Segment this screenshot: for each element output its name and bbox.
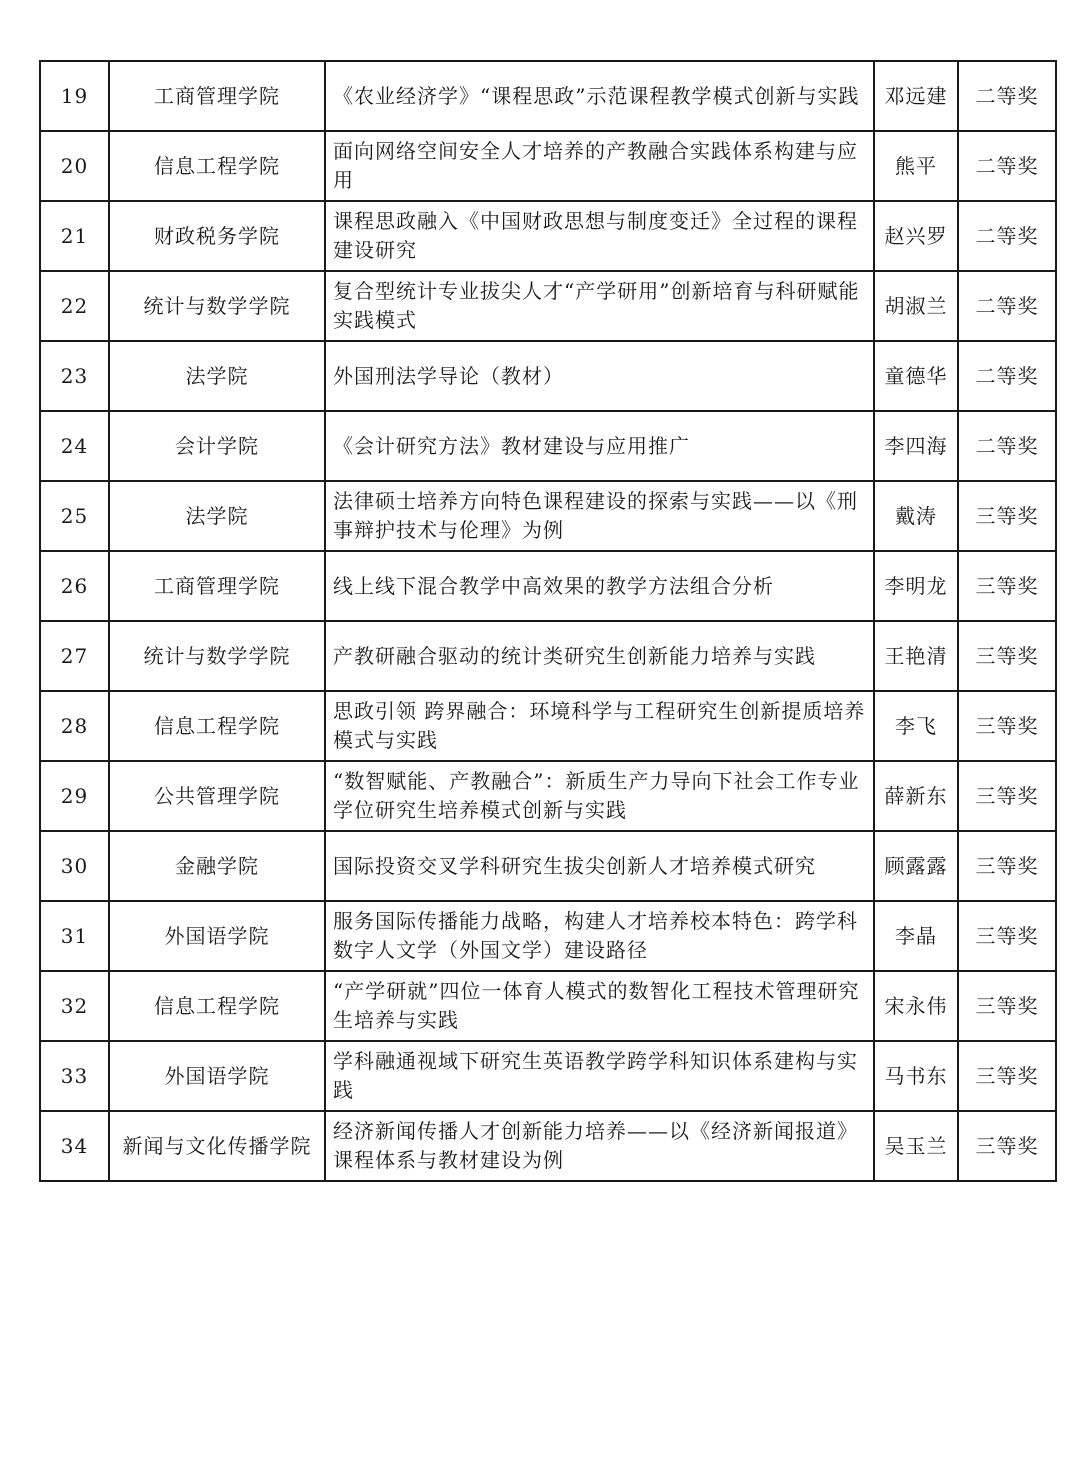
- project-title: 《会计研究方法》教材建设与应用推广: [325, 411, 874, 481]
- project-title: 服务国际传播能力战略，构建人才培养校本特色：跨学科数字人文学（外国文学）建设路径: [325, 901, 874, 971]
- row-number: 32: [40, 971, 109, 1041]
- person-name: 胡淑兰: [874, 271, 958, 341]
- college-name: 外国语学院: [109, 901, 325, 971]
- table-row: [40, 61, 1056, 131]
- project-title: 法律硕士培养方向特色课程建设的探索与实践——以《刑事辩护技术与伦理》为例: [325, 481, 874, 551]
- row-number: 21: [40, 201, 109, 271]
- person-name: 马书东: [874, 1041, 958, 1111]
- person-name: 赵兴罗: [874, 201, 958, 271]
- person-name: 李晶: [874, 901, 958, 971]
- college-name: 财政税务学院: [109, 201, 325, 271]
- person-name: 李四海: [874, 411, 958, 481]
- row-number: 26: [40, 551, 109, 621]
- table-row: [40, 411, 1056, 481]
- college-name: 信息工程学院: [109, 131, 325, 201]
- college-name: 法学院: [109, 341, 325, 411]
- award-level: 三等奖: [958, 1041, 1056, 1111]
- table-row: [40, 761, 1056, 831]
- table-row: [40, 1041, 1056, 1111]
- award-level: 三等奖: [958, 831, 1056, 901]
- award-level: 二等奖: [958, 411, 1056, 481]
- award-level: 三等奖: [958, 551, 1056, 621]
- award-level: 三等奖: [958, 481, 1056, 551]
- row-number: 29: [40, 761, 109, 831]
- project-title: “产学研就”四位一体育人模式的数智化工程技术管理研究生培养与实践: [325, 971, 874, 1041]
- college-name: 会计学院: [109, 411, 325, 481]
- project-title: 线上线下混合教学中高效果的教学方法组合分析: [325, 551, 874, 621]
- project-title: 思政引领 跨界融合：环境科学与工程研究生创新提质培养模式与实践: [325, 691, 874, 761]
- college-name: 法学院: [109, 481, 325, 551]
- table-row: [40, 131, 1056, 201]
- project-title: 《农业经济学》“课程思政”示范课程教学模式创新与实践: [325, 61, 874, 131]
- table-row: [40, 1111, 1056, 1181]
- row-number: 31: [40, 901, 109, 971]
- person-name: 戴涛: [874, 481, 958, 551]
- row-number: 23: [40, 341, 109, 411]
- table-row: [40, 481, 1056, 551]
- person-name: 宋永伟: [874, 971, 958, 1041]
- table-row: [40, 621, 1056, 691]
- row-number: 30: [40, 831, 109, 901]
- award-level: 三等奖: [958, 691, 1056, 761]
- project-title: 国际投资交叉学科研究生拔尖创新人才培养模式研究: [325, 831, 874, 901]
- person-name: 童德华: [874, 341, 958, 411]
- row-number: 28: [40, 691, 109, 761]
- person-name: 顾露露: [874, 831, 958, 901]
- college-name: 公共管理学院: [109, 761, 325, 831]
- table-row: [40, 341, 1056, 411]
- table-row: [40, 691, 1056, 761]
- college-name: 信息工程学院: [109, 691, 325, 761]
- person-name: 邓远建: [874, 61, 958, 131]
- project-title: 产教研融合驱动的统计类研究生创新能力培养与实践: [325, 621, 874, 691]
- table-row: [40, 971, 1056, 1041]
- award-level: 三等奖: [958, 901, 1056, 971]
- project-title: 课程思政融入《中国财政思想与制度变迁》全过程的课程建设研究: [325, 201, 874, 271]
- college-name: 信息工程学院: [109, 971, 325, 1041]
- college-name: 金融学院: [109, 831, 325, 901]
- project-title: 面向网络空间安全人才培养的产教融合实践体系构建与应用: [325, 131, 874, 201]
- college-name: 新闻与文化传播学院: [109, 1111, 325, 1181]
- table-row: [40, 551, 1056, 621]
- college-name: 统计与数学学院: [109, 271, 325, 341]
- award-level: 二等奖: [958, 61, 1056, 131]
- person-name: 李明龙: [874, 551, 958, 621]
- project-title: 经济新闻传播人才创新能力培养——以《经济新闻报道》课程体系与教材建设为例: [325, 1111, 874, 1181]
- person-name: 王艳清: [874, 621, 958, 691]
- award-level: 三等奖: [958, 971, 1056, 1041]
- row-number: 27: [40, 621, 109, 691]
- college-name: 工商管理学院: [109, 551, 325, 621]
- row-number: 19: [40, 61, 109, 131]
- person-name: 吴玉兰: [874, 1111, 958, 1181]
- row-number: 22: [40, 271, 109, 341]
- college-name: 工商管理学院: [109, 61, 325, 131]
- project-title: 复合型统计专业拔尖人才“产学研用”创新培育与科研赋能实践模式: [325, 271, 874, 341]
- award-table: [39, 60, 1057, 1182]
- project-title: “数智赋能、产教融合”：新质生产力导向下社会工作专业学位研究生培养模式创新与实践: [325, 761, 874, 831]
- table-row: [40, 901, 1056, 971]
- award-level: 二等奖: [958, 201, 1056, 271]
- table-row: [40, 201, 1056, 271]
- college-name: 统计与数学学院: [109, 621, 325, 691]
- project-title: 学科融通视域下研究生英语教学跨学科知识体系建构与实践: [325, 1041, 874, 1111]
- award-table-body: [40, 61, 1056, 1181]
- person-name: 熊平: [874, 131, 958, 201]
- row-number: 33: [40, 1041, 109, 1111]
- row-number: 34: [40, 1111, 109, 1181]
- college-name: 外国语学院: [109, 1041, 325, 1111]
- award-level: 二等奖: [958, 131, 1056, 201]
- table-row: [40, 271, 1056, 341]
- row-number: 20: [40, 131, 109, 201]
- person-name: 李飞: [874, 691, 958, 761]
- row-number: 25: [40, 481, 109, 551]
- row-number: 24: [40, 411, 109, 481]
- person-name: 薛新东: [874, 761, 958, 831]
- award-level: 二等奖: [958, 341, 1056, 411]
- table-row: [40, 831, 1056, 901]
- award-level: 三等奖: [958, 1111, 1056, 1181]
- award-level: 三等奖: [958, 621, 1056, 691]
- award-level: 三等奖: [958, 761, 1056, 831]
- project-title: 外国刑法学导论（教材）: [325, 341, 874, 411]
- award-level: 二等奖: [958, 271, 1056, 341]
